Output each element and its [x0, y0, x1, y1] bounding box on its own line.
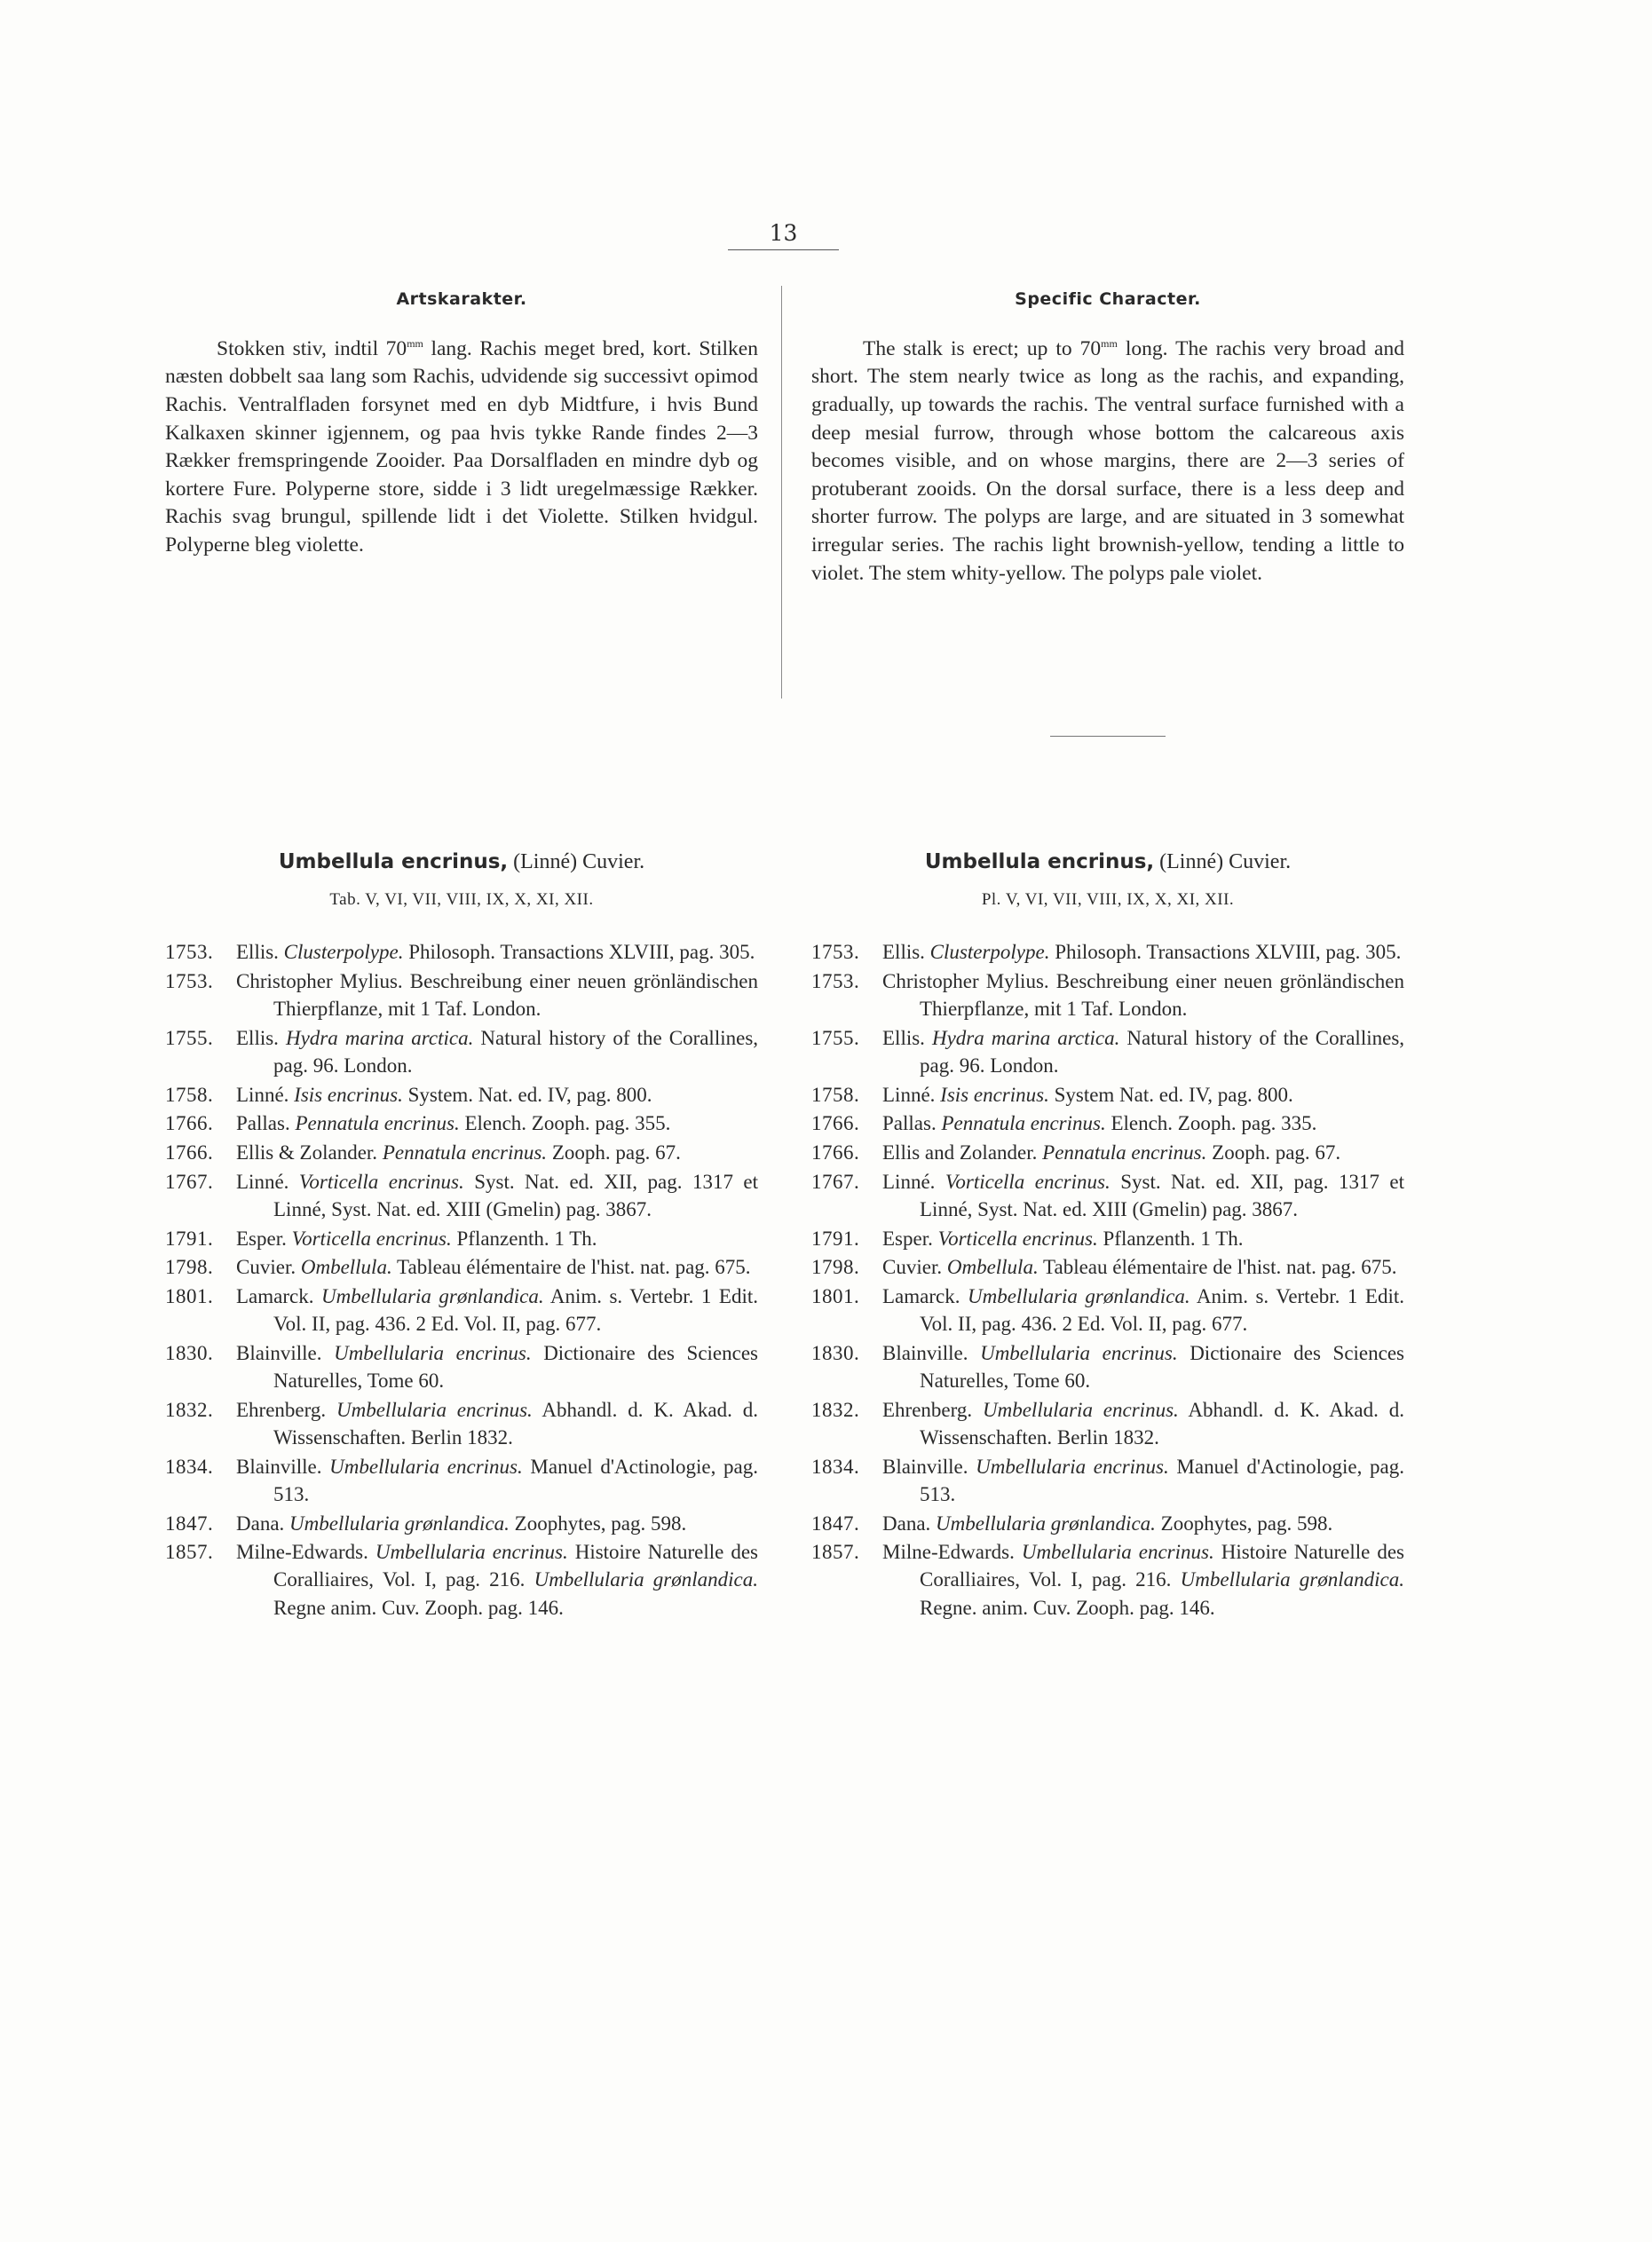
- reference-text: Pallas. Pennatula encrinus. Elench. Zooph. pag. 355.: [236, 1112, 671, 1135]
- reference-text: Cuvier. Ombellula. Tableau élémentaire de l'hist. nat. pag. 675.: [236, 1256, 751, 1279]
- reference-entry: [811, 1081, 1404, 1109]
- reference-text: Lamarck. Umbellularia grønlandica. Anim. s. Vertebr. 1 Edit. Vol. II, pag. 436. 2 Ed. Vol. II, pag. 677.: [882, 1284, 1404, 1336]
- reference-year: 1753.: [811, 969, 860, 992]
- reference-entry: [165, 1139, 758, 1166]
- description-paragraph-english: The stalk is erect; up to $70^{mm}$ long. The rachis very broad and short. The stem nearly twice as long as the rachis, and expanding, gradually, up towards the rachis. The ventral surface furnished with a deep mesial furrow, through whose bottom the calcareous axis becomes visible, and on whose margins, there are 2—3 series of protuberant zooids. On the dorsal surface, there is a less deep and shorter furrow. The polyps are large, and are situated in 3 somewhat irregular series. The rachis light brownish-yellow, tending a little to violet. The stem whity-yellow. The polyps pale violet.: [811, 336, 1404, 585]
- reference-year: 1847.: [811, 1512, 860, 1535]
- reference-entry: [165, 1109, 758, 1137]
- species-author: (Linné) Cuvier.: [508, 850, 645, 873]
- species-name: Umbellula encrinus,: [924, 850, 1155, 873]
- reference-year: 1758.: [165, 1083, 214, 1106]
- reference-entry: [811, 1109, 1404, 1137]
- reference-text: Milne-Edwards. Umbellularia encrinus. Histoire Naturelle des Coralliaires, Vol. I, pag. 216. Umbellularia grønlandica. Regne. anim. Cuv. Zooph. pag. 146.: [882, 1541, 1405, 1619]
- section-rule: [1050, 736, 1166, 737]
- english-character-section: [811, 289, 1404, 588]
- synonymy-section-english: [811, 850, 1404, 1622]
- reference-entry: [165, 1081, 758, 1109]
- reference-entry: [811, 1139, 1404, 1166]
- reference-year: 1832.: [165, 1398, 214, 1421]
- reference-year: 1758.: [811, 1083, 860, 1106]
- section-heading-artskarakter: Artskarakter.: [396, 289, 527, 309]
- reference-year: 1791.: [811, 1227, 860, 1250]
- reference-year: 1801.: [811, 1284, 860, 1307]
- reference-text: Linné. Isis encrinus. System Nat. ed. IV, pag. 800.: [882, 1083, 1293, 1106]
- reference-year: 1857.: [165, 1541, 214, 1564]
- reference-text: Linné. Isis encrinus. System. Nat. ed. IV, pag. 800.: [236, 1083, 652, 1106]
- reference-entry: [165, 938, 758, 966]
- reference-year: 1834.: [811, 1455, 860, 1478]
- plate-references: Pl. V, VI, VII, VIII, IX, X, XI, XII.: [981, 890, 1235, 909]
- reference-entry: [811, 1396, 1404, 1451]
- reference-entry: [165, 1339, 758, 1394]
- reference-text: Blainville. Umbellularia encrinus. Manuel d'Actinologie, pag. 513.: [882, 1455, 1405, 1505]
- reference-year: 1857.: [811, 1541, 860, 1564]
- reference-text: Dana. Umbellularia grønlandica. Zoophytes, pag. 598.: [882, 1512, 1333, 1535]
- reference-entry: [165, 1253, 758, 1281]
- section-heading-specific-character: Specific Character.: [1015, 289, 1201, 309]
- reference-year: 1755.: [811, 1026, 860, 1049]
- reference-text: Ellis and Zolander. Pennatula encrinus. Zooph. pag. 67.: [882, 1141, 1341, 1164]
- reference-entry: [165, 1225, 758, 1252]
- reference-text: Linné. Vorticella encrinus. Syst. Nat. ed. XII, pag. 1317 et Linné, Syst. Nat. ed. XIII (Gmelin) pag. 3867.: [236, 1170, 759, 1220]
- reference-entry: [165, 1453, 758, 1508]
- reference-text: Christopher Mylius. Beschreibung einer neuen grönländischen Thierpflanze, mit 1 Taf. London.: [882, 969, 1404, 1020]
- reference-text: Ehrenberg. Umbellularia encrinus. Abhandl. d. K. Akad. d. Wissenschaften. Berlin 1832.: [236, 1398, 758, 1449]
- reference-year: 1753.: [811, 941, 860, 963]
- reference-text: Pallas. Pennatula encrinus. Elench. Zooph. pag. 335.: [882, 1112, 1317, 1135]
- reference-year: 1753.: [165, 941, 214, 963]
- reference-year: 1766.: [811, 1141, 860, 1164]
- reference-text: Ellis. Hydra marina arctica. Natural history of the Corallines, pag. 96. London.: [882, 1026, 1405, 1077]
- reference-entry: [811, 1168, 1404, 1223]
- reference-year: 1766.: [165, 1141, 214, 1164]
- page-number: 13: [728, 220, 839, 250]
- reference-text: Ellis & Zolander. Pennatula encrinus. Zooph. pag. 67.: [236, 1141, 681, 1164]
- reference-entry: [811, 1283, 1404, 1338]
- reference-year: 1766.: [165, 1112, 214, 1135]
- species-name: Umbellula encrinus,: [278, 850, 509, 873]
- reference-list: [811, 938, 1404, 1622]
- reference-year: 1767.: [165, 1170, 214, 1193]
- reference-year: 1801.: [165, 1284, 214, 1307]
- reference-text: Blainville. Umbellularia encrinus. Dictionaire des Sciences Naturelles, Tome 60.: [236, 1341, 758, 1393]
- reference-text: Ellis. Clusterpolype. Philosoph. Transactions XLVIII, pag. 305.: [236, 941, 755, 963]
- reference-list: [165, 938, 758, 1622]
- reference-text: Dana. Umbellularia grønlandica. Zoophytes, pag. 598.: [236, 1512, 687, 1535]
- reference-entry: [811, 967, 1404, 1022]
- reference-text: Linné. Vorticella encrinus. Syst. Nat. ed. XII, pag. 1317 et Linné, Syst. Nat. ed. XIII (Gmelin) pag. 3867.: [882, 1170, 1405, 1220]
- reference-entry: [165, 1538, 758, 1622]
- reference-entry: [811, 1453, 1404, 1508]
- reference-text: Lamarck. Umbellularia grønlandica. Anim. s. Vertebr. 1 Edit. Vol. II, pag. 436. 2 Ed. Vol. II, pag. 677.: [236, 1284, 758, 1336]
- species-title: [165, 850, 758, 874]
- reference-text: Cuvier. Ombellula. Tableau élémentaire de l'hist. nat. pag. 675.: [882, 1256, 1397, 1279]
- reference-entry: [165, 967, 758, 1022]
- reference-entry: [811, 1339, 1404, 1394]
- reference-entry: [811, 1253, 1404, 1281]
- synonymy-section-norwegian: [165, 850, 758, 1622]
- reference-year: 1830.: [165, 1341, 214, 1364]
- reference-entry: [165, 1396, 758, 1451]
- reference-year: 1832.: [811, 1398, 860, 1421]
- reference-entry: [811, 1510, 1404, 1537]
- reference-entry: [811, 1225, 1404, 1252]
- reference-text: Ellis. Clusterpolype. Philosoph. Transactions XLVIII, pag. 305.: [882, 941, 1402, 963]
- reference-text: Esper. Vorticella encrinus. Pflanzenth. 1 Th.: [882, 1227, 1244, 1250]
- reference-text: Esper. Vorticella encrinus. Pflanzenth. 1 Th.: [236, 1227, 597, 1250]
- reference-entry: [165, 1168, 758, 1223]
- reference-text: Milne-Edwards. Umbellularia encrinus. Histoire Naturelle des Coralliaires, Vol. I, pag. 216. Umbellularia grønlandica. Regne anim. Cuv. Zooph. pag. 146.: [236, 1541, 759, 1619]
- species-author: (Linné) Cuvier.: [1154, 850, 1292, 873]
- reference-entry: [811, 938, 1404, 966]
- reference-year: 1847.: [165, 1512, 214, 1535]
- reference-entry: [165, 1283, 758, 1338]
- reference-year: 1834.: [165, 1455, 214, 1478]
- reference-year: 1830.: [811, 1341, 860, 1364]
- reference-entry: [811, 1024, 1404, 1079]
- reference-year: 1798.: [811, 1256, 860, 1279]
- column-divider: [781, 286, 782, 699]
- reference-entry: [165, 1024, 758, 1079]
- plate-references: Tab. V, VI, VII, VIII, IX, X, XI, XII.: [329, 890, 594, 909]
- reference-year: 1767.: [811, 1170, 860, 1193]
- reference-text: Ellis. Hydra marina arctica. Natural history of the Corallines, pag. 96. London.: [236, 1026, 759, 1077]
- reference-entry: [811, 1538, 1404, 1622]
- reference-text: Blainville. Umbellularia encrinus. Dictionaire des Sciences Naturelles, Tome 60.: [882, 1341, 1404, 1393]
- reference-entry: [165, 1510, 758, 1537]
- reference-year: 1766.: [811, 1112, 860, 1135]
- reference-year: 1791.: [165, 1227, 214, 1250]
- species-title: [811, 850, 1404, 874]
- reference-year: 1755.: [165, 1026, 214, 1049]
- reference-year: 1753.: [165, 969, 214, 992]
- reference-text: Christopher Mylius. Beschreibung einer neuen grönländischen Thierpflanze, mit 1 Taf. London.: [236, 969, 758, 1020]
- norwegian-character-section: [165, 289, 758, 560]
- description-paragraph-norwegian: Stokken stiv, indtil $70^{mm}$ lang. Rachis meget bred, kort. Stilken næsten dobbelt saa lang som Rachis, udvidende sig successivt opimod Rachis. Ventralfladen forsynet med en dyb Midtfure, i hvis Bund Kalkaxen skinner igjennem, og paa hvis tykke Rande findes 2—3 Rækker fremspringende Zooider. Paa Dorsalfladen en mindre dyb og kortere Fure. Polyperne store, sidde i 3 lidt uregelmæssige Rækker. Rachis svag brungul, spillende lidt i det Violette. Stilken hvidgul. Polyperne bleg violette.: [165, 336, 758, 557]
- reference-text: Blainville. Umbellularia encrinus. Manuel d'Actinologie, pag. 513.: [236, 1455, 759, 1505]
- reference-text: Ehrenberg. Umbellularia encrinus. Abhandl. d. K. Akad. d. Wissenschaften. Berlin 1832.: [882, 1398, 1404, 1449]
- reference-year: 1798.: [165, 1256, 214, 1279]
